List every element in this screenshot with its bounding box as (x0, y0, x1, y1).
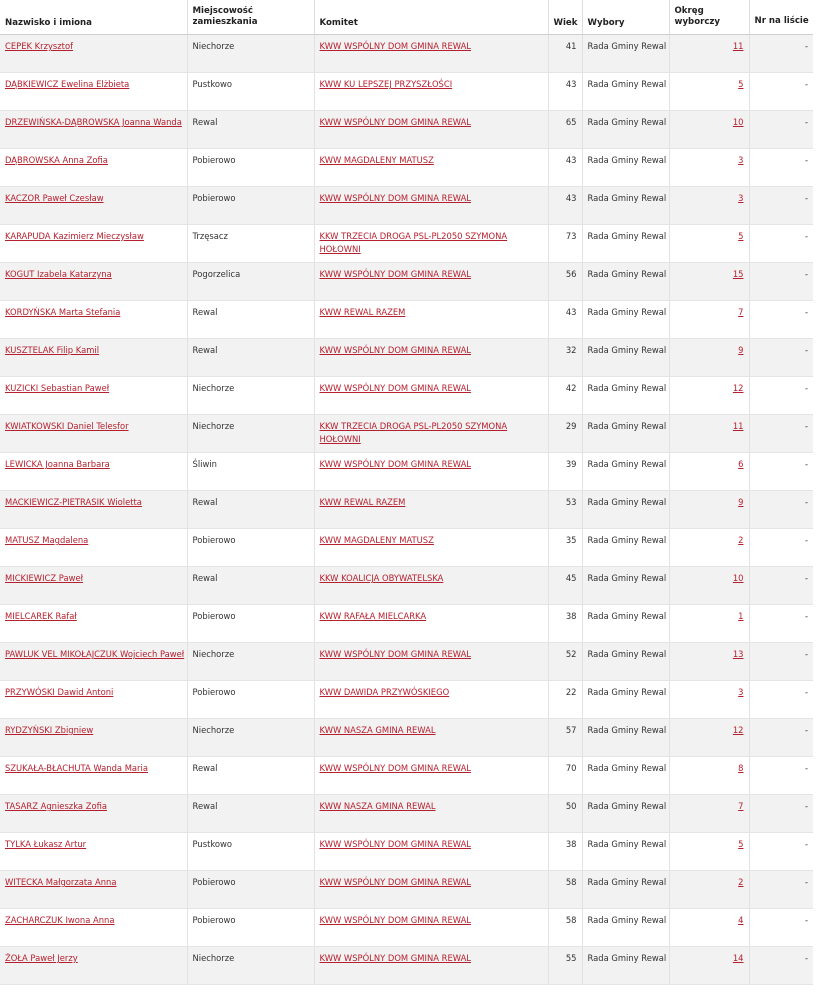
district-link[interactable]: 12 (732, 725, 744, 735)
cell-district (669, 833, 749, 871)
cell-list-no: - (749, 757, 813, 795)
table-row (0, 301, 813, 339)
cell-district (669, 605, 749, 643)
committee-link[interactable]: KWW WSPÓLNY DOM GMINA REWAL (319, 649, 471, 659)
header-list-no: Nr na liście (749, 0, 813, 35)
committee-link[interactable]: KWW WSPÓLNY DOM GMINA REWAL (319, 193, 471, 203)
committee-link[interactable]: KKW TRZECIA DROGA PSL-PL2050 SZYMONA HOŁOWNI (319, 231, 508, 254)
cell-name (0, 453, 187, 491)
candidate-name-link[interactable]: KUZICKI Sebastian Paweł (5, 383, 110, 393)
cell-age: 29 (548, 415, 582, 453)
candidate-name-link[interactable]: MACKIEWICZ-PIETRASIK Wioletta (5, 497, 142, 507)
cell-committee (314, 529, 548, 567)
cell-committee (314, 225, 548, 263)
cell-town: Trzęsacz (187, 225, 314, 263)
cell-election: Rada Gminy Rewal (582, 415, 669, 453)
cell-list-no: - (749, 453, 813, 491)
cell-district (669, 871, 749, 909)
cell-town: Pustkowo (187, 73, 314, 111)
cell-list-no: - (749, 567, 813, 605)
district-link[interactable]: 10 (732, 573, 744, 583)
cell-district (669, 529, 749, 567)
cell-district (669, 947, 749, 985)
cell-age: 65 (548, 111, 582, 149)
cell-town: Niechorze (187, 719, 314, 757)
cell-age: 41 (548, 35, 582, 73)
cell-district (669, 567, 749, 605)
table-row (0, 263, 813, 301)
cell-election: Rada Gminy Rewal (582, 187, 669, 225)
cell-town: Niechorze (187, 947, 314, 985)
cell-town: Śliwin (187, 453, 314, 491)
cell-election: Rada Gminy Rewal (582, 225, 669, 263)
cell-committee (314, 833, 548, 871)
cell-committee (314, 453, 548, 491)
cell-election: Rada Gminy Rewal (582, 491, 669, 529)
candidate-name-link[interactable]: WITECKA Małgorzata Anna (5, 877, 117, 887)
cell-town: Pustkowo (187, 833, 314, 871)
cell-town: Pobierowo (187, 681, 314, 719)
table-row (0, 871, 813, 909)
cell-list-no: - (749, 871, 813, 909)
cell-district (669, 111, 749, 149)
district-link[interactable]: 15 (732, 269, 744, 279)
cell-committee (314, 111, 548, 149)
cell-election: Rada Gminy Rewal (582, 605, 669, 643)
cell-committee (314, 643, 548, 681)
cell-age: 50 (548, 795, 582, 833)
cell-age: 43 (548, 187, 582, 225)
cell-district (669, 415, 749, 453)
cell-name (0, 871, 187, 909)
committee-link[interactable]: KWW WSPÓLNY DOM GMINA REWAL (319, 839, 471, 849)
cell-age: 43 (548, 301, 582, 339)
cell-town: Niechorze (187, 415, 314, 453)
cell-name (0, 415, 187, 453)
district-link[interactable]: 9 (738, 345, 744, 355)
cell-name (0, 263, 187, 301)
cell-district (669, 719, 749, 757)
cell-committee (314, 909, 548, 947)
cell-name (0, 73, 187, 111)
committee-link[interactable]: KWW WSPÓLNY DOM GMINA REWAL (319, 383, 471, 393)
cell-committee (314, 415, 548, 453)
cell-town: Niechorze (187, 377, 314, 415)
cell-district (669, 377, 749, 415)
cell-election: Rada Gminy Rewal (582, 909, 669, 947)
cell-town: Rewal (187, 491, 314, 529)
cell-district (669, 643, 749, 681)
candidate-name-link[interactable]: KWIATKOWSKI Daniel Telesfor (5, 421, 129, 431)
table-row (0, 681, 813, 719)
district-link[interactable]: 2 (738, 877, 744, 887)
cell-district (669, 909, 749, 947)
committee-link[interactable]: KWW WSPÓLNY DOM GMINA REWAL (319, 877, 471, 887)
candidate-name-link[interactable]: KOGUT Izabela Katarzyna (5, 269, 112, 279)
cell-town: Pobierowo (187, 187, 314, 225)
district-link[interactable]: 2 (738, 535, 744, 545)
cell-name (0, 947, 187, 985)
cell-committee (314, 795, 548, 833)
cell-election: Rada Gminy Rewal (582, 871, 669, 909)
cell-age: 45 (548, 567, 582, 605)
district-link[interactable]: 5 (738, 839, 744, 849)
cell-list-no: - (749, 187, 813, 225)
cell-list-no: - (749, 301, 813, 339)
cell-committee (314, 73, 548, 111)
committee-link[interactable]: KWW RAFAŁA MIELCARKA (319, 611, 427, 621)
cell-name (0, 149, 187, 187)
candidate-name-link[interactable]: MIELCAREK Rafał (5, 611, 77, 621)
cell-name (0, 719, 187, 757)
committee-link[interactable]: KWW WSPÓLNY DOM GMINA REWAL (319, 269, 471, 279)
table-row (0, 149, 813, 187)
cell-list-no: - (749, 415, 813, 453)
committee-link[interactable]: KWW NASZA GMINA REWAL (319, 801, 436, 811)
cell-election: Rada Gminy Rewal (582, 73, 669, 111)
cell-committee (314, 301, 548, 339)
header-election: Wybory (582, 0, 669, 35)
candidate-name-link[interactable]: PRZYWÓSKI Dawid Antoni (5, 687, 114, 697)
committee-link[interactable]: KWW WSPÓLNY DOM GMINA REWAL (319, 915, 471, 925)
committee-link[interactable]: KWW WSPÓLNY DOM GMINA REWAL (319, 459, 471, 469)
cell-election: Rada Gminy Rewal (582, 567, 669, 605)
candidate-name-link[interactable]: TYLKA Łukasz Artur (5, 839, 87, 849)
cell-district (669, 301, 749, 339)
header-district: Okręg wyborczy (669, 0, 749, 35)
table-row (0, 567, 813, 605)
cell-age: 32 (548, 339, 582, 377)
cell-town: Rewal (187, 301, 314, 339)
cell-town: Pobierowo (187, 605, 314, 643)
cell-district (669, 35, 749, 73)
candidate-name-link[interactable]: TASARZ Agnieszka Zofia (5, 801, 107, 811)
cell-age: 38 (548, 605, 582, 643)
district-link[interactable]: 13 (732, 649, 744, 659)
district-link[interactable]: 10 (732, 117, 744, 127)
cell-committee (314, 567, 548, 605)
cell-committee (314, 339, 548, 377)
table-row (0, 833, 813, 871)
district-link[interactable]: 9 (738, 497, 744, 507)
table-row (0, 377, 813, 415)
cell-age: 55 (548, 947, 582, 985)
candidate-name-link[interactable]: LEWICKA Joanna Barbara (5, 459, 110, 469)
cell-list-no: - (749, 643, 813, 681)
candidate-name-link[interactable]: ZACHARCZUK Iwona Anna (5, 915, 115, 925)
cell-age: 43 (548, 73, 582, 111)
cell-committee (314, 871, 548, 909)
cell-committee (314, 35, 548, 73)
cell-town: Pogorzelica (187, 263, 314, 301)
candidate-name-link[interactable]: DRZEWIŃSKA-DĄBROWSKA Joanna Wanda (5, 117, 182, 127)
district-link[interactable]: 8 (738, 763, 744, 773)
cell-town: Rewal (187, 111, 314, 149)
cell-district (669, 263, 749, 301)
cell-list-no: - (749, 111, 813, 149)
cell-town: Rewal (187, 757, 314, 795)
table-row (0, 757, 813, 795)
committee-link[interactable]: KWW WSPÓLNY DOM GMINA REWAL (319, 763, 471, 773)
district-link[interactable]: 5 (738, 79, 744, 89)
cell-district (669, 149, 749, 187)
cell-name (0, 377, 187, 415)
table-row (0, 73, 813, 111)
candidate-name-link[interactable]: RYDZYŃSKI Zbigniew (5, 725, 94, 735)
cell-name (0, 187, 187, 225)
cell-list-no: - (749, 491, 813, 529)
cell-name (0, 643, 187, 681)
candidate-name-link[interactable]: SZUKAŁA-BŁACHUTA Wanda Maria (5, 763, 148, 773)
cell-district (669, 757, 749, 795)
cell-age: 52 (548, 643, 582, 681)
cell-election: Rada Gminy Rewal (582, 795, 669, 833)
cell-list-no: - (749, 605, 813, 643)
cell-district (669, 225, 749, 263)
committee-link[interactable]: KKW TRZECIA DROGA PSL-PL2050 SZYMONA HOŁOWNI (319, 421, 508, 444)
district-link[interactable]: 1 (738, 611, 744, 621)
cell-town: Pobierowo (187, 149, 314, 187)
table-row (0, 947, 813, 985)
header-committee: Komitet (314, 0, 548, 35)
cell-district (669, 453, 749, 491)
table-row (0, 909, 813, 947)
district-link[interactable]: 14 (732, 953, 744, 963)
committee-link[interactable]: KWW WSPÓLNY DOM GMINA REWAL (319, 345, 471, 355)
committee-link[interactable]: KWW REWAL RAZEM (319, 307, 406, 317)
cell-election: Rada Gminy Rewal (582, 453, 669, 491)
table-row (0, 225, 813, 263)
committee-link[interactable]: KWW MAGDALENY MATUSZ (319, 155, 434, 165)
candidate-name-link[interactable]: MATUSZ Magdalena (5, 535, 89, 545)
cell-town: Rewal (187, 795, 314, 833)
table-row (0, 453, 813, 491)
cell-election: Rada Gminy Rewal (582, 757, 669, 795)
cell-list-no: - (749, 833, 813, 871)
cell-election: Rada Gminy Rewal (582, 35, 669, 73)
committee-link[interactable]: KKW KOALICJA OBYWATELSKA (319, 573, 444, 583)
cell-committee (314, 263, 548, 301)
cell-name (0, 111, 187, 149)
cell-election: Rada Gminy Rewal (582, 643, 669, 681)
committee-link[interactable]: KWW NASZA GMINA REWAL (319, 725, 436, 735)
cell-committee (314, 377, 548, 415)
cell-committee (314, 947, 548, 985)
cell-name (0, 605, 187, 643)
header-name: Nazwisko i imiona (0, 0, 187, 35)
header-town: Miejscowość zamieszkania (187, 0, 314, 35)
cell-committee (314, 719, 548, 757)
committee-link[interactable]: KWW MAGDALENY MATUSZ (319, 535, 434, 545)
cell-town: Pobierowo (187, 909, 314, 947)
committee-link[interactable]: KWW REWAL RAZEM (319, 497, 406, 507)
cell-age: 56 (548, 263, 582, 301)
cell-age: 57 (548, 719, 582, 757)
district-link[interactable]: 12 (732, 383, 744, 393)
cell-list-no: - (749, 225, 813, 263)
district-link[interactable]: 4 (738, 915, 744, 925)
cell-age: 22 (548, 681, 582, 719)
cell-list-no: - (749, 263, 813, 301)
cell-name (0, 833, 187, 871)
cell-town: Rewal (187, 567, 314, 605)
cell-age: 70 (548, 757, 582, 795)
district-link[interactable]: 3 (738, 155, 744, 165)
cell-list-no: - (749, 795, 813, 833)
district-link[interactable]: 7 (738, 801, 744, 811)
cell-election: Rada Gminy Rewal (582, 377, 669, 415)
cell-name (0, 225, 187, 263)
cell-committee (314, 681, 548, 719)
district-link[interactable]: 11 (732, 421, 744, 431)
table-row (0, 795, 813, 833)
district-link[interactable]: 3 (738, 687, 744, 697)
cell-name (0, 909, 187, 947)
table-row (0, 491, 813, 529)
candidate-name-link[interactable]: CEPEK Krzysztof (5, 41, 74, 51)
cell-town: Niechorze (187, 643, 314, 681)
table-row (0, 605, 813, 643)
cell-district (669, 491, 749, 529)
district-link[interactable]: 11 (732, 41, 744, 51)
cell-town: Pobierowo (187, 871, 314, 909)
cell-district (669, 795, 749, 833)
cell-district (669, 681, 749, 719)
cell-election: Rada Gminy Rewal (582, 301, 669, 339)
table-row (0, 111, 813, 149)
candidate-name-link[interactable]: PAWLUK VEL MIKOŁAJCZUK Wojciech Paweł (5, 649, 185, 659)
cell-age: 58 (548, 909, 582, 947)
candidate-name-link[interactable]: KUSZTELAK Filip Kamil (5, 345, 100, 355)
cell-list-no: - (749, 529, 813, 567)
cell-list-no: - (749, 909, 813, 947)
cell-name (0, 795, 187, 833)
cell-name (0, 35, 187, 73)
cell-age: 43 (548, 149, 582, 187)
candidate-name-link[interactable]: DĄBROWSKA Anna Zofia (5, 155, 108, 165)
committee-link[interactable]: KWW KU LEPSZEJ PRZYSZŁOŚCI (319, 79, 453, 89)
cell-list-no: - (749, 681, 813, 719)
table-row (0, 643, 813, 681)
committee-link[interactable]: KWW DAWIDA PRZYWÓSKIEGO (319, 687, 450, 697)
committee-link[interactable]: KWW WSPÓLNY DOM GMINA REWAL (319, 41, 471, 51)
cell-district (669, 73, 749, 111)
cell-election: Rada Gminy Rewal (582, 529, 669, 567)
cell-committee (314, 757, 548, 795)
table-row (0, 35, 813, 73)
cell-age: 39 (548, 453, 582, 491)
cell-town: Rewal (187, 339, 314, 377)
cell-list-no: - (749, 149, 813, 187)
cell-age: 73 (548, 225, 582, 263)
cell-committee (314, 491, 548, 529)
cell-age: 58 (548, 871, 582, 909)
cell-list-no: - (749, 73, 813, 111)
cell-committee (314, 187, 548, 225)
candidate-name-link[interactable]: KACZOR Paweł Czesław (5, 193, 104, 203)
cell-election: Rada Gminy Rewal (582, 681, 669, 719)
candidate-name-link[interactable]: DĄBKIEWICZ Ewelina Elżbieta (5, 79, 130, 89)
table-row (0, 719, 813, 757)
candidate-name-link[interactable]: KORDYŃSKA Marta Stefania (5, 307, 121, 317)
cell-election: Rada Gminy Rewal (582, 719, 669, 757)
cell-name (0, 757, 187, 795)
cell-committee (314, 605, 548, 643)
table-row (0, 529, 813, 567)
cell-age: 42 (548, 377, 582, 415)
cell-election: Rada Gminy Rewal (582, 339, 669, 377)
cell-town: Niechorze (187, 35, 314, 73)
cell-name (0, 301, 187, 339)
candidate-name-link[interactable]: MICKIEWICZ Paweł (5, 573, 83, 583)
table-row (0, 415, 813, 453)
cell-list-no: - (749, 947, 813, 985)
cell-age: 35 (548, 529, 582, 567)
committee-link[interactable]: KWW WSPÓLNY DOM GMINA REWAL (319, 953, 471, 963)
cell-list-no: - (749, 35, 813, 73)
district-link[interactable]: 6 (738, 459, 744, 469)
cell-list-no: - (749, 339, 813, 377)
cell-list-no: - (749, 377, 813, 415)
district-link[interactable]: 5 (738, 231, 744, 241)
candidate-name-link[interactable]: ŻOŁA Paweł Jerzy (5, 953, 78, 963)
cell-list-no: - (749, 719, 813, 757)
cell-name (0, 681, 187, 719)
cell-name (0, 529, 187, 567)
table-row (0, 339, 813, 377)
cell-age: 38 (548, 833, 582, 871)
committee-link[interactable]: KWW WSPÓLNY DOM GMINA REWAL (319, 117, 471, 127)
district-link[interactable]: 7 (738, 307, 744, 317)
cell-name (0, 491, 187, 529)
cell-name (0, 567, 187, 605)
cell-name (0, 339, 187, 377)
cell-election: Rada Gminy Rewal (582, 111, 669, 149)
cell-age: 53 (548, 491, 582, 529)
candidate-name-link[interactable]: KARAPUDA Kazimierz Mieczysław (5, 231, 144, 241)
cell-district (669, 339, 749, 377)
cell-election: Rada Gminy Rewal (582, 263, 669, 301)
district-link[interactable]: 3 (738, 193, 744, 203)
cell-election: Rada Gminy Rewal (582, 947, 669, 985)
table-header-row (0, 0, 813, 35)
cell-committee (314, 149, 548, 187)
cell-election: Rada Gminy Rewal (582, 833, 669, 871)
table-row (0, 187, 813, 225)
cell-election: Rada Gminy Rewal (582, 149, 669, 187)
header-age: Wiek (548, 0, 582, 35)
cell-town: Pobierowo (187, 529, 314, 567)
cell-district (669, 187, 749, 225)
